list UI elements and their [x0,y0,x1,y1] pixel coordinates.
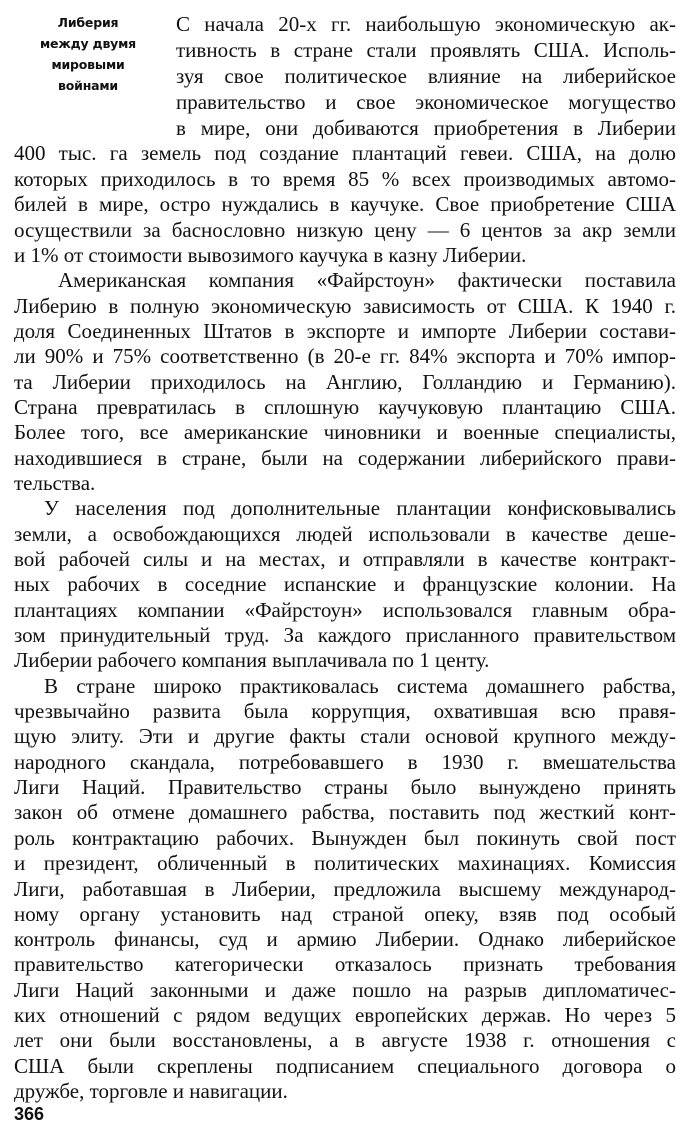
text-line: и 1% от стоимости вывозимого каучука в казну Либерии. [14,243,527,267]
text-line: правительство и свое экономическое могущество [176,90,676,114]
text-line: ных рабочих в соседние испанские и французские колонии. На [14,572,676,596]
text-line: Американская компания «Файрстоун» фактически поставила [58,268,676,292]
text-line: доля Соединенных Штатов в экспорте и импорте Либерии состави- [14,319,676,343]
text-line: Либерию в полную экономическую зависимость от США. К 1940 г. [14,294,676,318]
text-line: Либерии рабочего компания выплачивала по 1 центу. [14,648,490,672]
text-line: в мире, они добиваются приобретения в Либерии [176,116,676,140]
text-line: 400 тыс. га земель под создание плантаций гевеи. США, на долю [14,141,676,165]
page-number: 366 [14,1104,45,1124]
text-line: зом принудительный труд. За каждого присланного правительством [14,623,676,647]
text-line: закон об отмене домашнего рабства, поставить под жесткий конт- [14,800,676,824]
text-line: земли, а освобождающихся людей использовали в качестве деше- [14,522,676,546]
text-line: США были скреплены подписанием специального договора о [14,1054,676,1078]
text-line: У населения под дополнительные плантации конфисковывались [44,496,676,520]
text-line: Лиги, работавшая в Либерии, предложила высшему международ- [14,877,676,901]
text-line: Лиги Наций. Правительство страны было вынуждено принять [14,775,676,799]
text-line: щую элиту. Эти и другие факты стали основой крупного между- [14,724,676,748]
text-line: осуществили за баснословно низкую цену — 6 центов за акр земли [14,218,676,242]
text-line: роль контрактацию рабочих. Вынужден был покинуть свой пост [14,826,676,850]
text-line: контроль финансы, суд и армию Либерии. Однако либерийское [14,927,676,951]
text-line: чрезвычайно развита была коррупция, охватившая всю правя- [14,699,676,723]
text-line: Страна превратилась в сплошную каучуковую плантацию США. [14,395,676,419]
text-line: которых приходилось в то время 85 % всех производимых автомо- [14,167,676,191]
text-line: билей в мире, остро нуждались в каучуке. Свое приобретение США [14,192,676,216]
text-line: тельства. [14,471,96,495]
text-line: та Либерии приходилось на Англию, Голландию и Германию). [14,370,676,394]
text-line: лет они были восстановлены, а в августе 1938 г. отношения с [14,1028,676,1052]
text-line: В стране широко практиковалась система домашнего рабства, [44,674,676,698]
text-line: находившиеся в стране, были на содержании либерийского прави- [14,446,676,470]
text-line: ли 90% и 75% соответственно (в 20-е гг. 84% экспорта и 70% импор- [14,344,676,368]
text-line: Более того, все американские чиновники и военные специалисты, [14,420,676,444]
margin-heading: Либерия между двумя мировыми войнами [40,15,136,93]
text-line: тивность в стране стали проявлять США. Исполь- [176,38,676,62]
text-line: зуя свое политическое влияние на либерийское [176,64,676,88]
text-line: вой рабочей силы и на местах, и отправляли в качестве контракт- [14,547,676,571]
text-line: дружбе, торговле и навигации. [14,1079,288,1103]
text-line: и президент, обличенный в политических махинациях. Комиссия [14,851,676,875]
text-line: ких отношений с рядом ведущих европейских держав. Но через 5 [14,1003,676,1027]
text-line: народного скандала, потребовавшего в 1930 г. вмешательства [14,750,676,774]
text-line: ному органу установить над страной опеку, взяв под особый [14,902,676,926]
text-line: С начала 20-х гг. наибольшую экономическую ак- [176,12,676,36]
text-line: Лиги Наций законными и даже пошло на разрыв дипломатичес- [14,978,676,1002]
text-line: плантациях компании «Файрстоун» использовался главным обра- [14,598,676,622]
text-line: правительство категорически отказалось признать требования [14,952,676,976]
